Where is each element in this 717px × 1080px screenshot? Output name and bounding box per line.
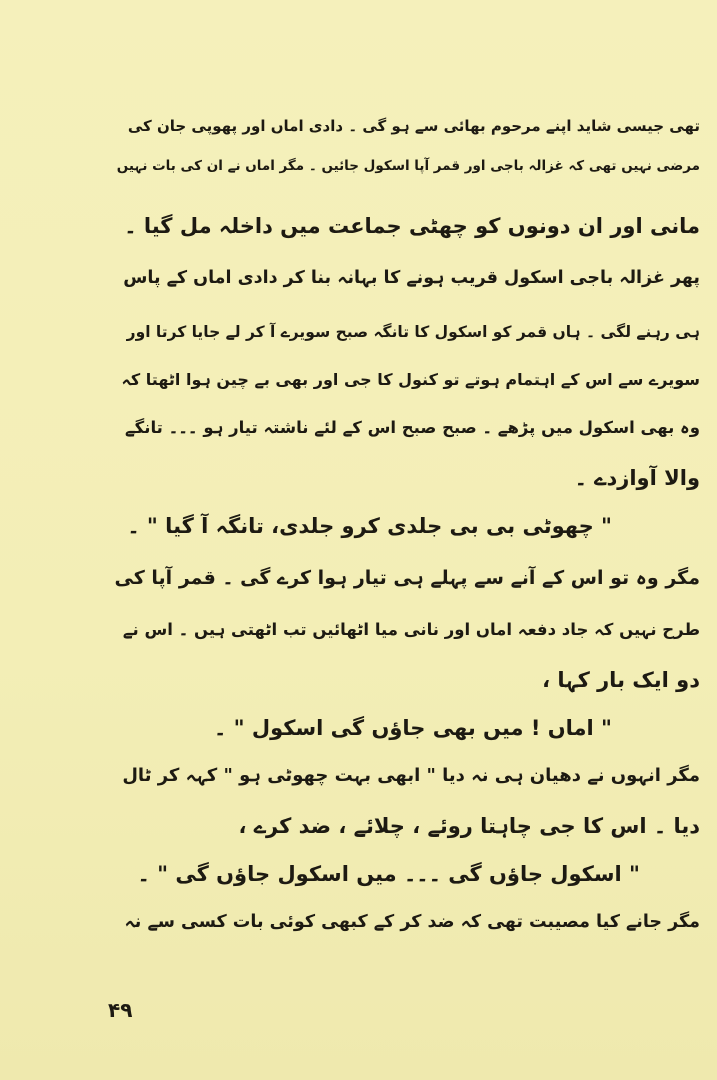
text-line-6: سویرے سے اس کے اہتمام ہوتے تو کنول کا جی اور بھی بے چین ہوا اٹھتا کہ [121, 370, 700, 389]
text-line-15: دیا ۔ اس کا جی چاہتا روئے ، چلائے ، ضد کرے ، [238, 814, 700, 838]
text-line-8: والا آوازدے ۔ [574, 466, 700, 490]
text-line-4: پھر غزالہ باجی اسکول قریب ہونے کا بہانہ بنا کر دادی اماں کے پاس [123, 268, 700, 288]
text-line-9: " چھوٹی بی بی جلدی کرو جلدی، تانگہ آ گیا " ۔ [127, 514, 612, 538]
text-line-16: " اسکول جاؤں گی ۔۔۔ میں اسکول جاؤں گی " ۔ [137, 862, 640, 886]
text-line-14: مگر انہوں نے دھیان ہی نہ دیا " ابھی بہت چھوٹی ہو " کہہ کر ٹال [122, 765, 700, 786]
text-line-12: دو ایک بار کہا ، [542, 668, 700, 692]
page-number: ۴۹ [108, 998, 133, 1022]
text-line-10: مگر وہ تو اس کے آنے سے پہلے ہی تیار ہوا کرے گی ۔ قمر آپا کی [114, 567, 700, 589]
text-line-2: مرضی نہیں تھی کہ غزالہ باجی اور قمر آپا اسکول جائیں ۔ مگر اماں نے ان کی بات نہیں [116, 158, 700, 174]
text-line-1: تھی جیسی شاید اپنے مرحوم بھائی سے ہو گی ۔ دادی اماں اور پھوپی جان کی [127, 117, 700, 135]
text-line-11: طرح نہیں کہ جاد دفعہ اماں اور نانی میا اٹھائیں تب اٹھتی ہیں ۔ اس نے [122, 620, 700, 639]
text-line-7: وہ بھی اسکول میں پڑھے ۔ صبح صبح اس کے لئے ناشتہ تیار ہو ۔۔۔ تانگے [125, 418, 700, 437]
text-line-17: مگر جانے کیا مصیبت تھی کہ ضد کر کے کبھی کوئی بات کسی سے نہ [124, 912, 700, 932]
text-line-5: ہی رہنے لگی ۔ ہاں قمر کو اسکول کا تانگہ صبح سویرے آ کر لے جایا کرتا اور [126, 323, 700, 341]
text-line-3: مانی اور ان دونوں کو چھٹی جماعت میں داخلہ مل گیا ۔ [124, 214, 700, 238]
text-line-13: " اماں ! میں بھی جاؤں گی اسکول " ۔ [214, 716, 612, 740]
